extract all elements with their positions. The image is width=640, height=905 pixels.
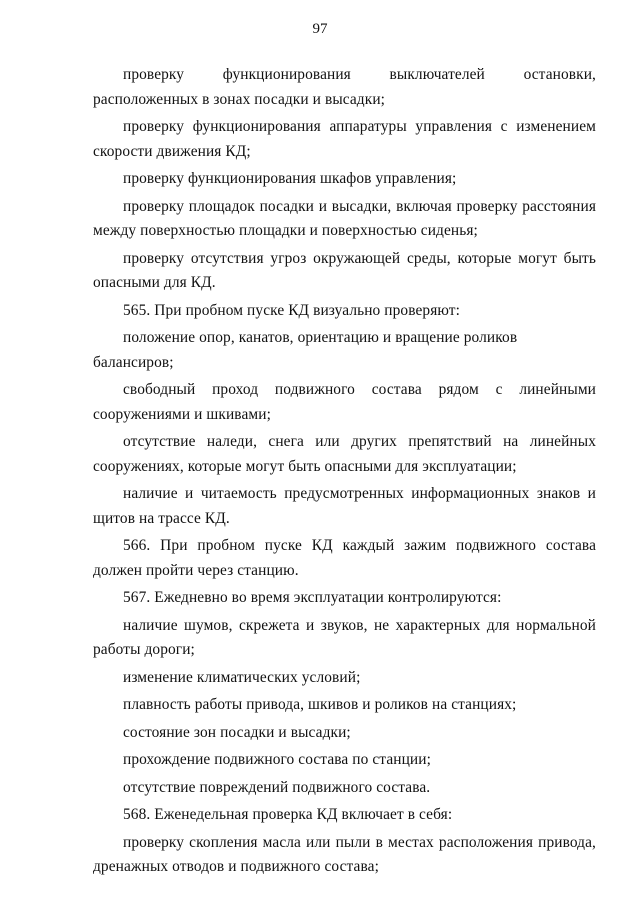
paragraph: плавность работы привода, шкивов и роликов на станциях;	[123, 696, 517, 713]
paragraph: наличие шумов, скрежета и звуков, не характерных для нормальной работы дороги;	[93, 616, 596, 658]
paragraph: 568. Еженедельная проверка КД включает в себя:	[123, 806, 453, 823]
paragraph: 567. Ежедневно во время эксплуатации контролируются:	[123, 589, 502, 606]
paragraph: изменение климатических условий;	[123, 668, 361, 686]
paragraph: 565. При пробном пуске КД визуально проверяют:	[123, 301, 461, 319]
page-number: 97	[312, 21, 328, 37]
paragraph: проверку функционирования шкафов управления;	[123, 170, 457, 187]
paragraph: наличие и читаемость предусмотренных информационных знаков и щитов на трассе КД.	[93, 485, 596, 527]
paragraph: 566. При пробном пуске КД каждый зажим подвижного состава должен пройти через станцию.	[93, 537, 596, 579]
paragraph: проверку скопления масла или пыли в местах расположения привода, дренажных отводов и подвижного состава;	[93, 833, 596, 875]
paragraph: положение опор, канатов, ориентацию и вращение роликов балансиров;	[93, 329, 518, 371]
paragraph: проверку функционирования аппаратуры управления с изменением скорости движения КД;	[93, 118, 596, 160]
paragraph: отсутствие наледи, снега или других препятствий на линейных сооружениях, которые могут быть опасными для эксплуатации;	[93, 433, 596, 475]
paragraph: состояние зон посадки и высадки;	[123, 723, 351, 741]
paragraph: проверку отсутствия угроз окружающей среды, которые могут быть опасными для КД.	[93, 249, 596, 291]
paragraph: проверку функционирования выключателей остановки, расположенных в зонах посадки и высадки;	[93, 66, 596, 108]
paragraph: свободный проход подвижного состава рядом с линейными сооружениями и шкивами;	[93, 381, 596, 423]
paragraph: отсутствие повреждений подвижного состава.	[123, 778, 431, 796]
document-body	[93, 63, 596, 883]
paragraph: проверку площадок посадки и высадки, включая проверку расстояния между поверхностью площадки и поверхностью сиденья;	[93, 197, 596, 239]
paragraph: прохождение подвижного состава по станции;	[123, 751, 431, 768]
